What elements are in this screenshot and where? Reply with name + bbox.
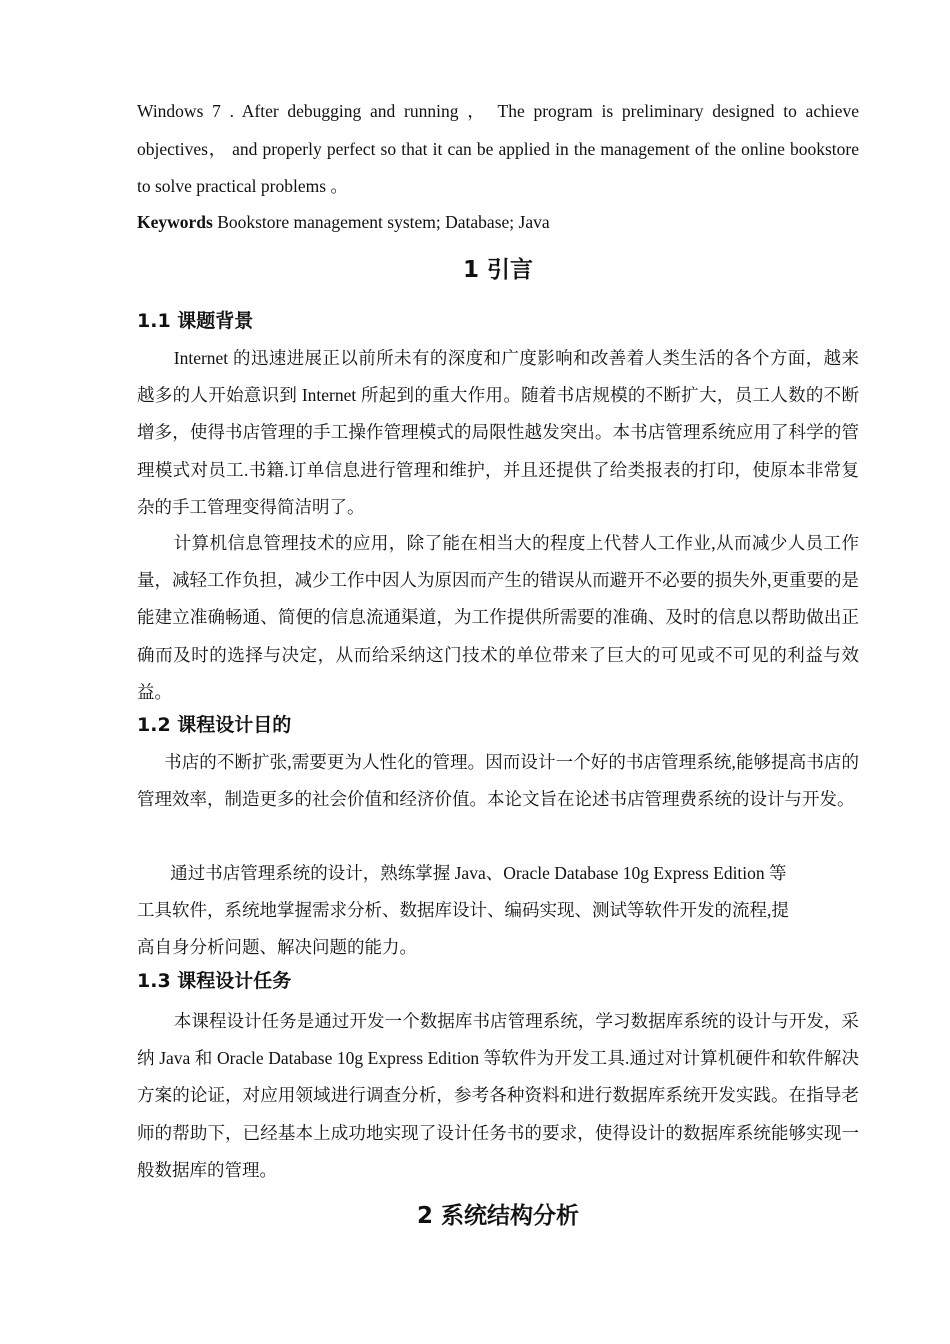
chapter-1-heading: 1 引言 bbox=[462, 257, 533, 283]
section-1-2-paragraph-1: 书店的不断扩张,需要更为人性化的管理。因而设计一个好的书店管理系统,能够提高书店的管理效率，制造更多的社会价值和经济价值。本论文旨在论述书店管理费系统的设计与开发。 bbox=[137, 752, 859, 810]
section-1-3-paragraph-1: 本课程设计任务是通过开发一个数据库书店管理系统，学习数据库系统的设计与开发，采纳 Java 和 Oracle Database 10g Express Edition 等软件为开发工具.通过对计算机硬件和软件解决方案的论证，对应用领域进行调查分析，参考各种资料和进行数据库系统开发实践。在指导老师的帮助下，已经基本上成功地实现了设计任务书的要求，使得设计的数据库系统能够实现一般数据库的管理。 bbox=[137, 1011, 859, 1180]
section-1-2-paragraph-2-line-3: 高自身分析问题、解决问题的能力。 bbox=[137, 937, 417, 958]
section-1-1-paragraph-1: Internet 的迅速进展正以前所未有的深度和广度影响和改善着人类生活的各个方面，越来越多的人开始意识到 Internet 所起到的重大作用。随着书店规模的不断扩大，员工人数的不断增多，使得书店管理的手工操作管理模式的局限性越发突出。本书店管理系统应用了科学的管理模式对员工.书籍.订单信息进行管理和维护，并且还提供了给类报表的打印，使原本非常复杂的手工管理变得简洁明了。 bbox=[137, 348, 859, 517]
keywords-line bbox=[137, 204, 859, 241]
section-1-2-paragraph-2-line-1: 通过书店管理系统的设计，熟练掌握 Java、Oracle Database 10g Express Edition 等 bbox=[170, 863, 787, 883]
section-1-2-heading: 1.2 课程设计目的 bbox=[137, 714, 292, 736]
chapter-2-heading: 2 系统结构分析 bbox=[416, 1203, 579, 1229]
section-1-1-heading: 1.1 课题背景 bbox=[137, 310, 254, 332]
section-1-2-paragraph-2 bbox=[137, 855, 859, 967]
abstract-paragraph: Windows 7 . After debugging and running ， The program is preliminary designed to achieve objectives， and properly perfect so that it can be applied in the management of the online bookstore to solve practical problems 。 bbox=[137, 101, 859, 196]
keywords-label: Keywords bbox=[137, 212, 213, 232]
section-1-1-paragraph-2: 计算机信息管理技术的应用，除了能在相当大的程度上代替人工作业,从而减少人员工作量，减轻工作负担，减少工作中因人为原因而产生的错误从而避开不必要的损失外,更重要的是能建立准确畅通、简便的信息流通渠道，为工作提供所需要的准确、及时的信息以帮助做出正确而及时的选择与决定，从而给采纳这门技术的单位带来了巨大的可见或不可见的利益与效益。 bbox=[137, 533, 859, 702]
section-1-3-heading: 1.3 课程设计任务 bbox=[137, 970, 292, 992]
keywords-text: Bookstore management system; Database; Java bbox=[212, 212, 550, 232]
section-1-2-paragraph-2-line-2: 工具软件，系统地掌握需求分析、数据库设计、编码实现、测试等软件开发的流程,提 bbox=[137, 900, 789, 921]
